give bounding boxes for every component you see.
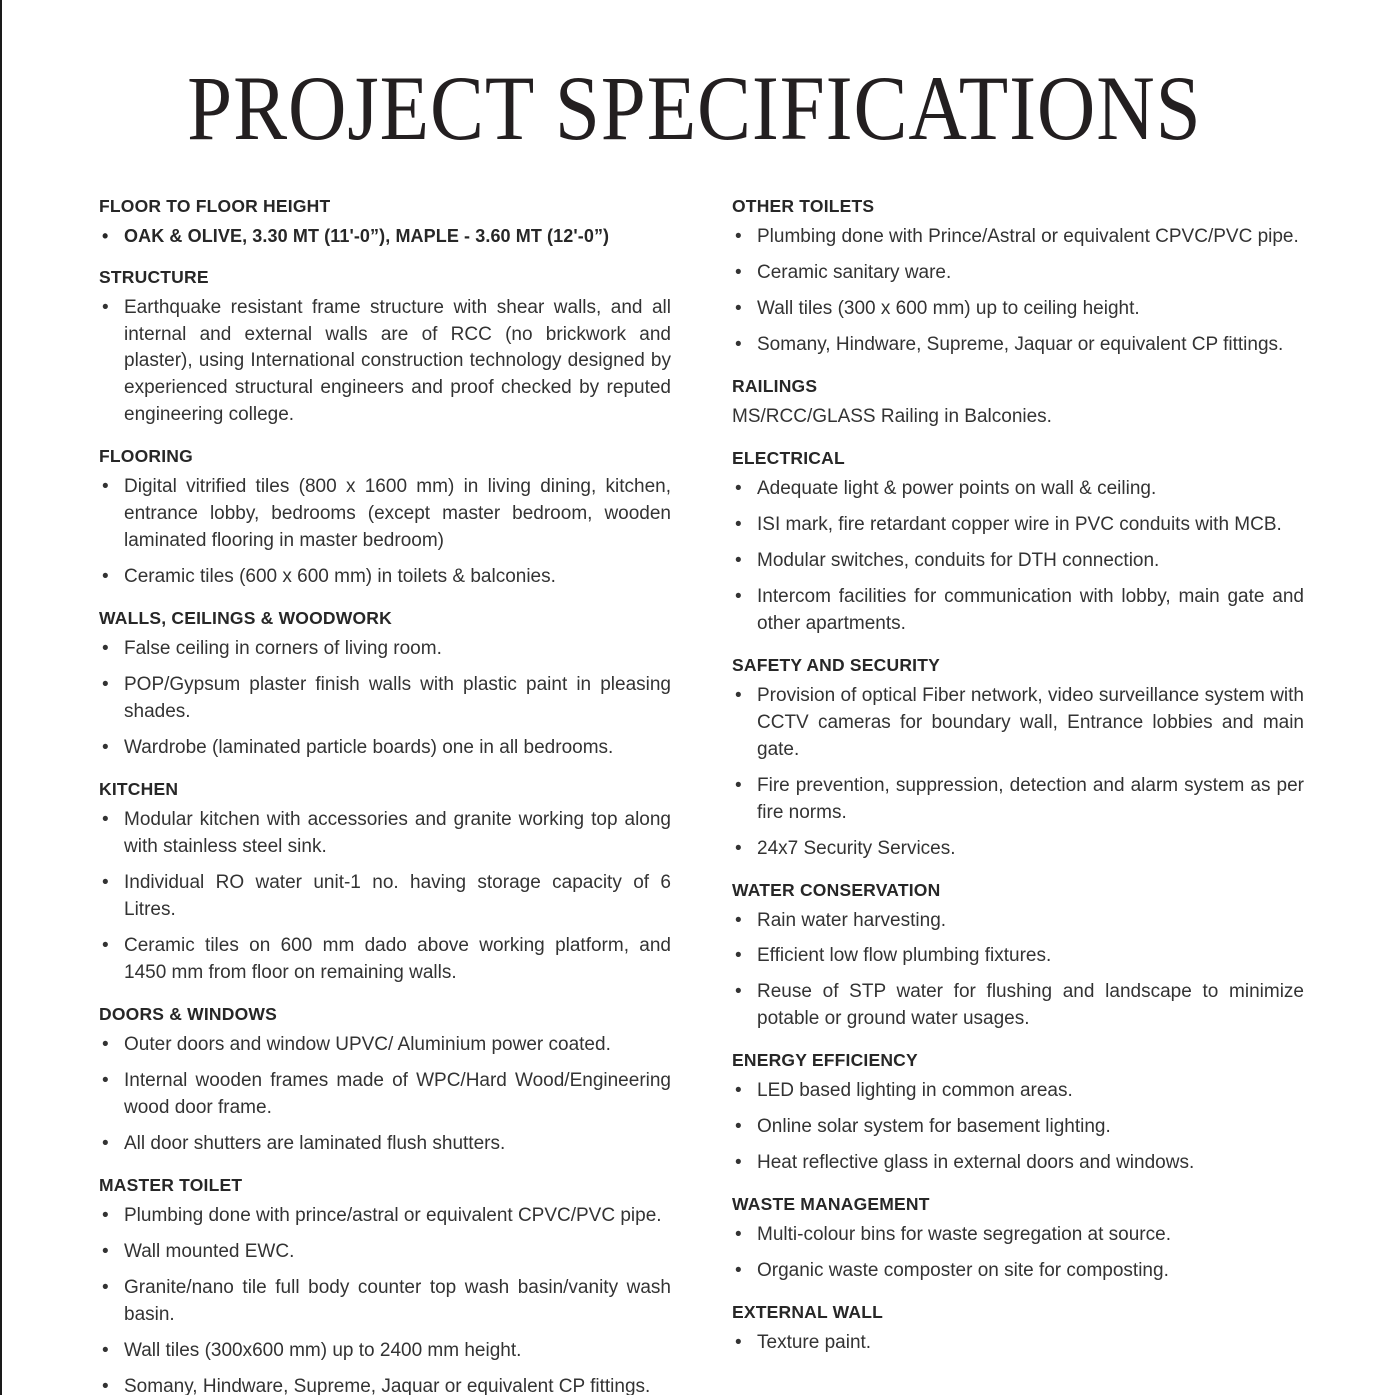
list-item [732, 224, 1304, 251]
list-item-text: Organic waste composter on site for composting. [757, 1260, 1169, 1282]
list-item-text: False ceiling in corners of living room. [124, 638, 442, 660]
list-item [99, 1131, 671, 1158]
section-heading: EXTERNAL WALL [732, 1302, 884, 1323]
bullet-icon: • [735, 837, 742, 859]
list-item [99, 807, 671, 861]
bullet-icon: • [102, 566, 109, 588]
list-item-text: Online solar system for basement lighting. [757, 1116, 1111, 1138]
list-item [732, 1114, 1304, 1141]
list-item-text: Multi-colour bins for waste segregation at source. [757, 1224, 1171, 1246]
spec-section [732, 1177, 1304, 1285]
spec-section [99, 196, 671, 250]
list-item [99, 870, 671, 924]
section-heading: FLOORING [99, 446, 193, 467]
list-item-text: Modular switches, conduits for DTH connection. [757, 549, 1160, 571]
bullet-icon: • [735, 226, 742, 247]
bullet-icon: • [102, 296, 109, 318]
page-title: PROJECT SPECIFICATIONS [187, 57, 1202, 159]
section-heading: SAFETY AND SECURITY [732, 654, 940, 675]
bullet-icon: • [102, 1132, 109, 1154]
bullet-icon: • [735, 333, 742, 355]
spec-section [99, 591, 671, 762]
bullet-icon: • [102, 1276, 109, 1298]
spec-section [732, 863, 1304, 1034]
spec-section [99, 429, 671, 591]
list-item [99, 1338, 671, 1365]
list-item [99, 1032, 671, 1059]
bullet-icon: • [102, 809, 109, 831]
bullet-icon: • [735, 909, 742, 931]
spec-list [732, 1078, 1304, 1177]
bullet-icon: • [102, 935, 109, 957]
spec-list [732, 224, 1304, 359]
section-heading: STRUCTURE [99, 266, 209, 287]
list-item-text: Ceramic tiles on 600 mm dado above working platform, and 1450 mm from floor on remaining walls. [124, 935, 671, 983]
list-item-text: Modular kitchen with accessories and granite working top along with stainless steel sink. [124, 809, 671, 858]
bullet-icon: • [735, 1080, 742, 1102]
list-item-text: Wall mounted EWC. [124, 1240, 295, 1262]
list-item-text: Outer doors and window UPVC/ Aluminium power coated. [124, 1033, 611, 1055]
left-column [99, 196, 671, 1395]
list-item [99, 474, 671, 555]
spec-section [732, 1285, 1304, 1357]
spec-section [732, 1033, 1304, 1177]
bullet-icon: • [102, 638, 109, 660]
list-item-text: LED based lighting in common areas. [757, 1080, 1073, 1102]
list-item [732, 260, 1304, 287]
list-item-text: Somany, Hindware, Supreme, Jaquar or equivalent CP fittings. [124, 1375, 651, 1395]
list-item-text: Heat reflective glass in external doors and windows. [757, 1152, 1195, 1174]
list-item [732, 1258, 1304, 1285]
bullet-icon: • [102, 872, 109, 894]
bullet-icon: • [735, 1116, 742, 1138]
list-item [732, 943, 1304, 970]
list-item-text: Reuse of STP water for flushing and landscape to minimize potable or ground water usages. [757, 981, 1304, 1030]
bullet-icon: • [102, 1240, 109, 1262]
list-item-text: Ceramic tiles (600 x 600 mm) in toilets & balconies. [124, 566, 556, 588]
list-item [99, 224, 671, 250]
list-item [732, 1078, 1304, 1105]
spec-list [732, 1330, 1304, 1357]
bullet-icon: • [102, 674, 109, 696]
bullet-icon: • [735, 585, 742, 607]
bullet-icon: • [735, 774, 742, 796]
spec-list [99, 1203, 671, 1395]
spec-section [99, 250, 671, 430]
list-item-text: Earthquake resistant frame structure with shear walls, and all internal and external walls are of RCC (no brickwork and plaster), using International construction technology designed by experienced structural engineers and proof checked by reputed engineering college. [124, 296, 671, 426]
list-item-text: Rain water harvesting. [757, 909, 947, 931]
bullet-icon: • [735, 1224, 742, 1246]
section-heading: WATER CONSERVATION [732, 879, 941, 900]
bullet-icon: • [735, 297, 742, 319]
list-item-text: Internal wooden frames made of WPC/Hard Wood/Engineering wood door frame. [124, 1069, 671, 1118]
list-item [732, 512, 1304, 539]
list-item [99, 1068, 671, 1122]
spec-list [99, 636, 671, 762]
list-item-text: Plumbing done with prince/astral or equivalent CPVC/PVC pipe. [124, 1204, 662, 1226]
bullet-icon: • [102, 1204, 109, 1226]
list-item-text: All door shutters are laminated flush shutters. [124, 1132, 506, 1154]
bullet-icon: • [735, 1260, 742, 1282]
spec-list [732, 476, 1304, 638]
list-item-text: 24x7 Security Services. [757, 837, 956, 859]
right-column [732, 196, 1304, 1395]
section-heading: ELECTRICAL [732, 447, 845, 468]
spec-list [732, 908, 1304, 1034]
spec-list [99, 295, 671, 430]
bullet-icon: • [102, 1339, 109, 1361]
bullet-icon: • [102, 737, 109, 759]
list-item [732, 1222, 1304, 1249]
section-heading: KITCHEN [99, 779, 179, 800]
list-item [732, 1150, 1304, 1177]
list-item-text: Somany, Hindware, Supreme, Jaquar or equivalent CP fittings. [757, 333, 1284, 355]
list-item [99, 564, 671, 591]
list-item [99, 1239, 671, 1266]
spec-list [99, 1032, 671, 1158]
list-item [732, 476, 1304, 503]
spec-list [732, 683, 1304, 863]
list-item [99, 295, 671, 430]
list-item-text: Intercom facilities for communication with lobby, main gate and other apartments. [757, 585, 1304, 634]
list-item [99, 636, 671, 663]
section-heading: RAILINGS [732, 375, 818, 396]
list-item [732, 683, 1304, 764]
spec-list [732, 1222, 1304, 1285]
list-item [732, 584, 1304, 638]
list-item [99, 672, 671, 726]
section-heading: OTHER TOILETS [732, 196, 875, 216]
section-heading: WASTE MANAGEMENT [732, 1194, 930, 1215]
bullet-icon: • [102, 1375, 109, 1395]
bullet-icon: • [102, 226, 109, 246]
two-column-body [99, 196, 1304, 1395]
section-heading: ENERGY EFFICIENCY [732, 1050, 918, 1071]
spec-section [732, 431, 1304, 638]
section-heading: FLOOR TO FLOOR HEIGHT [99, 196, 331, 216]
list-item [732, 979, 1304, 1033]
spec-section [732, 359, 1304, 431]
list-item [99, 735, 671, 762]
spec-list [99, 474, 671, 591]
list-item-text: Granite/nano tile full body counter top wash basin/vanity wash basin. [124, 1276, 671, 1325]
spec-section [99, 1158, 671, 1395]
list-item-text: Individual RO water unit-1 no. having storage capacity of 6 Litres. [124, 872, 671, 921]
list-item [99, 1203, 671, 1230]
bullet-icon: • [102, 1033, 109, 1055]
list-item [732, 296, 1304, 323]
list-item-text: Provision of optical Fiber network, video surveillance system with CCTV cameras for boundary wall, Entrance lobbies and main gate. [757, 684, 1304, 760]
bullet-icon: • [735, 981, 742, 1003]
list-item [732, 548, 1304, 575]
list-item [99, 1374, 671, 1395]
bullet-icon: • [735, 513, 742, 535]
section-paragraph: MS/RCC/GLASS Railing in Balconies. [732, 405, 1052, 427]
list-item-text: ISI mark, fire retardant copper wire in PVC conduits with MCB. [757, 513, 1282, 535]
spec-list [99, 224, 671, 250]
list-item-text: Wardrobe (laminated particle boards) one in all bedrooms. [124, 737, 614, 759]
list-item [99, 1275, 671, 1329]
bullet-icon: • [735, 1152, 742, 1174]
section-heading: MASTER TOILET [99, 1174, 243, 1195]
list-item-text: Wall tiles (300 x 600 mm) up to ceiling height. [757, 297, 1140, 319]
spec-section [732, 196, 1304, 359]
list-item [732, 836, 1304, 863]
page-title-wrapper [2, 57, 1385, 159]
bullet-icon: • [735, 1332, 742, 1354]
section-heading: DOORS & WINDOWS [99, 1003, 277, 1024]
list-item [732, 332, 1304, 359]
list-item-text: Digital vitrified tiles (800 x 1600 mm) in living dining, kitchen, entrance lobby, bedrooms (except master bedroom, wooden laminated flooring in master bedroom) [124, 476, 671, 552]
bullet-icon: • [735, 549, 742, 571]
list-item [99, 933, 671, 987]
list-item-text: Plumbing done with Prince/Astral or equivalent CPVC/PVC pipe. [757, 226, 1299, 247]
list-item [732, 908, 1304, 935]
list-item-text: OAK & OLIVE, 3.30 MT (11'-0”), MAPLE - 3.60 MT (12'-0”) [124, 226, 610, 246]
list-item [732, 773, 1304, 827]
bullet-icon: • [735, 684, 742, 706]
bullet-icon: • [102, 476, 109, 498]
bullet-icon: • [735, 945, 742, 967]
list-item-text: Texture paint. [757, 1332, 872, 1354]
spec-list [99, 807, 671, 987]
spec-section [732, 638, 1304, 863]
spec-section [99, 762, 671, 987]
bullet-icon: • [102, 1069, 109, 1091]
spec-section [99, 987, 671, 1158]
section-heading: WALLS, CEILINGS & WOODWORK [99, 608, 392, 629]
list-item-text: Wall tiles (300x600 mm) up to 2400 mm height. [124, 1339, 522, 1361]
list-item-text: POP/Gypsum plaster finish walls with plastic paint in pleasing shades. [124, 674, 671, 723]
bullet-icon: • [735, 477, 742, 499]
list-item-text: Adequate light & power points on wall & ceiling. [757, 477, 1157, 499]
list-item-text: Efficient low flow plumbing fixtures. [757, 945, 1052, 967]
bullet-icon: • [735, 261, 742, 283]
list-item [732, 1330, 1304, 1357]
list-item-text: Fire prevention, suppression, detection and alarm system as per fire norms. [757, 774, 1304, 823]
list-item-text: Ceramic sanitary ware. [757, 261, 952, 283]
